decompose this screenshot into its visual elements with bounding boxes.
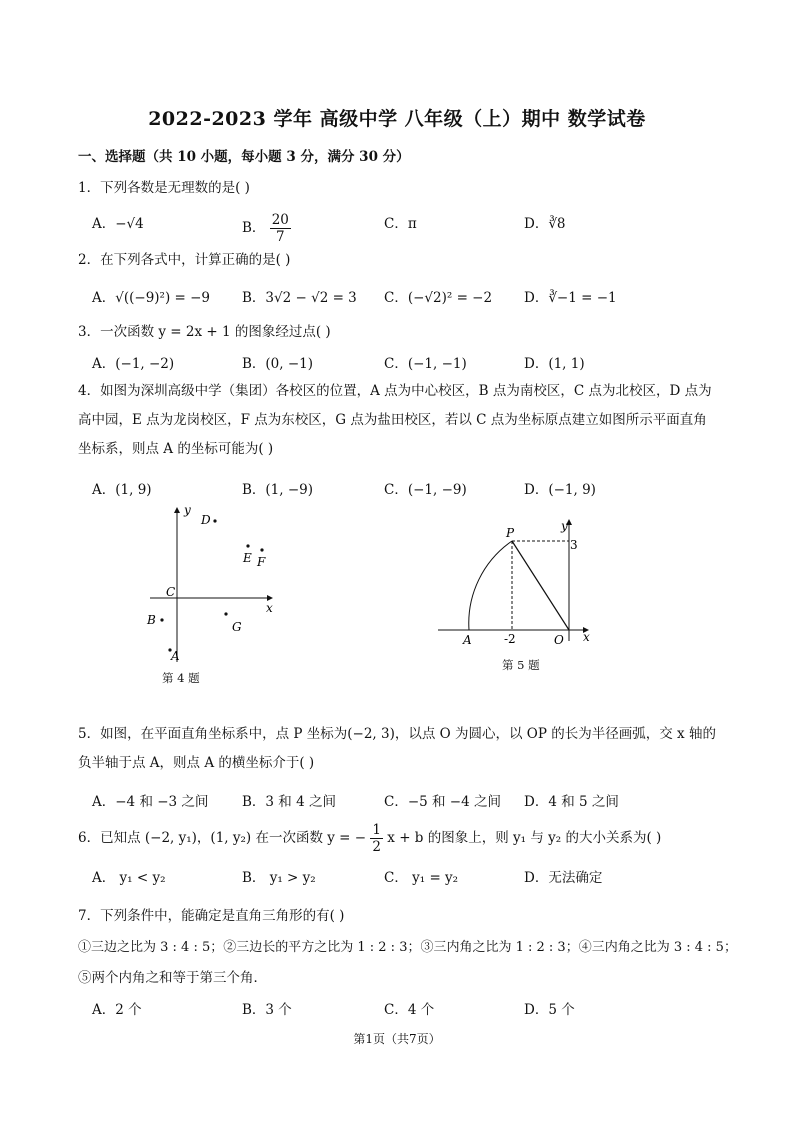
fig5-x-label: x — [583, 630, 590, 644]
question-5: 5．如图，在平面直角坐标系中，点 P 坐标为(−2, 3)，以点 O 为圆心，以 OP 的长为半径画弧，交 x 轴的负半轴于点 A，则点 A 的横坐标介于( ) — [78, 726, 716, 771]
q1-option-c: C．π — [384, 216, 417, 232]
q7-option-a: A．2 个 — [92, 1002, 142, 1018]
question-6 — [78, 822, 661, 855]
page-footer: 第1页（共7页） — [353, 1032, 441, 1046]
q6-option-a: A． y₁ < y₂ — [92, 870, 166, 886]
q4-option-d: D．(−1, 9) — [524, 482, 596, 498]
q6-option-c: C． y₁ = y₂ — [384, 870, 459, 886]
question-7: 7．下列条件中，能确定是直角三角形的有( ) — [78, 908, 345, 924]
question-2: 2．在下列各式中，计算正确的是( ) — [78, 252, 291, 268]
q7-option-c: C．4 个 — [384, 1002, 435, 1018]
fig4-point-b — [160, 618, 163, 621]
q2-option-b: B．3√2 − √2 = 3 — [242, 290, 357, 306]
fig5-label-neg2: -2 — [504, 632, 516, 646]
fig5-label-p: P — [506, 526, 515, 540]
q1-fraction — [270, 212, 291, 245]
q6-fraction — [370, 822, 383, 855]
figure-4 — [140, 500, 290, 670]
q3-option-a: A．(−1, −2) — [92, 356, 175, 372]
q5-option-a: A．−4 和 −3 之间 — [92, 794, 209, 810]
q6-stem-post: x + b 的图象上，则 y₁ 与 y₂ 的大小关系为( ) — [387, 830, 662, 846]
question-4: 4．如图为深圳高级中学（集团）各校区的位置，A 点为中心校区，B 点为南校区，C 点为北校区，D 点为高中园，E 点为龙岗校区，F 点为东校区，G 点为盐田校区，若以 C 点为坐标原点建立如图所示平面直角坐标系，则点 A 的坐标可能为( ) — [78, 383, 712, 457]
fig4-label-d: D — [201, 513, 211, 527]
fig4-point-d — [213, 519, 216, 522]
q1-option-b — [242, 212, 291, 245]
fig5-segment-op — [512, 541, 569, 630]
q4-option-b: B．(1, −9) — [242, 482, 314, 498]
fig4-point-f — [260, 548, 263, 551]
fig4-point-e — [246, 544, 249, 547]
question-3: 3．一次函数 y = 2x + 1 的图象经过点( ) — [78, 324, 331, 340]
q1-frac-num: 20 — [271, 212, 289, 228]
q6-stem-pre: 6．已知点 (−2, y₁)，(1, y₂) 在一次函数 y = − — [78, 830, 367, 846]
q6-option-d: D．无法确定 — [524, 870, 603, 886]
figure-5-caption: 第 5 题 — [502, 658, 540, 672]
q1-option-d: D．∛8 — [524, 216, 566, 232]
figure-4-caption: 第 4 题 — [162, 671, 200, 685]
q7-option-d: D．5 个 — [524, 1002, 575, 1018]
fig5-y-label: y — [561, 519, 568, 533]
q5-option-d: D．4 和 5 之间 — [524, 794, 619, 810]
q7-conditions-line2: ⑤两个内角之和等于第三个角． — [78, 970, 267, 986]
figure-5 — [436, 516, 596, 646]
fig4-label-b: B — [147, 613, 156, 627]
q5-option-b: B．3 和 4 之间 — [242, 794, 336, 810]
fig4-label-a: A — [171, 649, 180, 663]
page-title: 2022-2023 学年 高级中学 八年级（上）期中 数学试卷 — [148, 108, 646, 130]
q7-option-b: B．3 个 — [242, 1002, 292, 1018]
fig4-label-g: G — [232, 620, 242, 634]
q7-conditions-line1: ①三边之比为 3 : 4 : 5；②三边长的平方之比为 1 : 2 : 3；③三内角之比为 1 : 2 : 3；④三内角之比为 3 : 4 : 5； — [78, 940, 737, 955]
question-1: 1．下列各数是无理数的是( ) — [78, 180, 250, 196]
fig4-point-g — [224, 612, 227, 615]
fig4-y-label: y — [184, 503, 191, 517]
fig5-label-o: O — [554, 633, 564, 646]
q6-option-b: B． y₁ > y₂ — [242, 870, 316, 886]
q2-option-c: C．(−√2)² = −2 — [384, 290, 493, 306]
fig5-arc — [469, 541, 512, 630]
q3-option-d: D．(1, 1) — [524, 356, 585, 372]
q2-option-a: A．√((−9)²) = −9 — [92, 290, 211, 306]
fig4-label-e: E — [243, 551, 252, 565]
fig5-label-3: 3 — [570, 538, 578, 552]
q5-option-c: C．−5 和 −4 之间 — [384, 794, 502, 810]
fig4-x-label: x — [266, 601, 273, 615]
q6-frac-den: 2 — [372, 839, 381, 855]
q1-option-a: A．−√4 — [92, 216, 144, 232]
q3-option-b: B．(0, −1) — [242, 356, 314, 372]
q1-frac-den: 7 — [276, 229, 285, 245]
q6-frac-num: 1 — [372, 822, 381, 838]
q3-option-c: C．(−1, −1) — [384, 356, 467, 372]
q4-option-a: A．(1, 9) — [92, 482, 152, 498]
fig4-label-c: C — [166, 585, 176, 599]
q1-option-b-label: B． — [242, 220, 266, 236]
q4-option-c: C．(−1, −9) — [384, 482, 467, 498]
q2-option-d: D．∛−1 = −1 — [524, 290, 617, 306]
section-title: 一、选择题（共 10 小题，每小题 3 分，满分 30 分） — [78, 149, 410, 165]
fig4-label-f: F — [257, 555, 266, 569]
fig5-label-a: A — [463, 633, 472, 646]
